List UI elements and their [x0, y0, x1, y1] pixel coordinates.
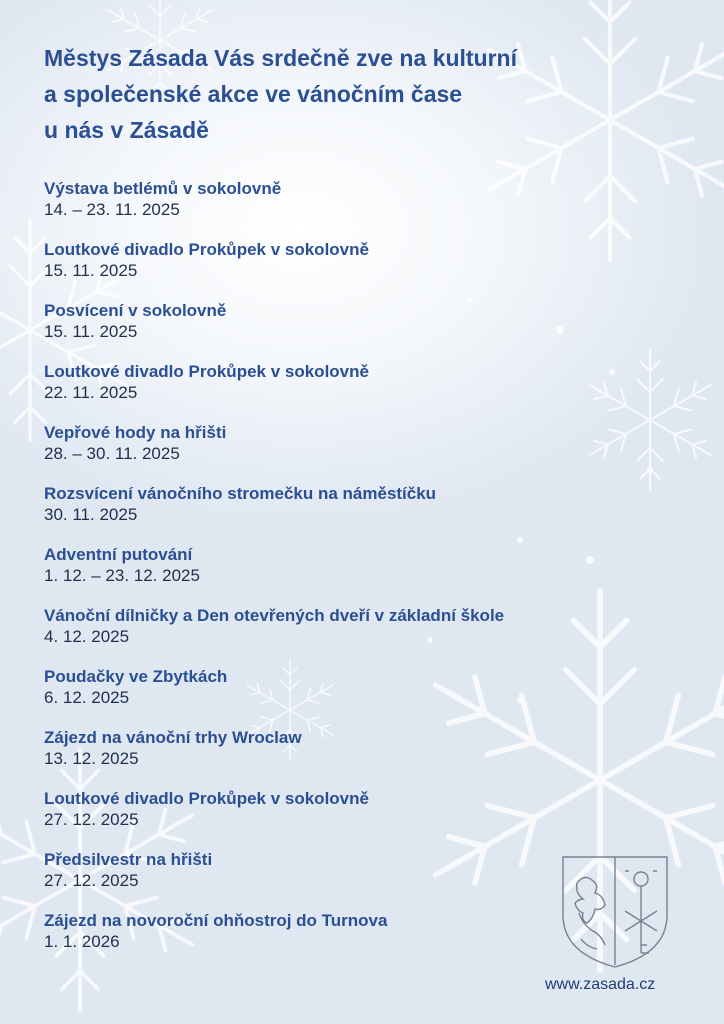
event-title: Výstava betlémů v sokolovně — [44, 179, 282, 198]
event-list — [44, 178, 684, 952]
page-title — [44, 40, 684, 148]
title-line-2: a společenské akce ve vánočním čase — [44, 81, 463, 107]
event-date: 1. 1. 2026 — [44, 932, 120, 951]
event-title: Rozsvícení vánočního stromečku na náměstíčku — [44, 484, 437, 503]
list-item — [44, 178, 684, 220]
event-date: 15. 11. 2025 — [44, 322, 138, 341]
event-title: Loutkové divadlo Prokůpek v sokolovně — [44, 362, 369, 381]
event-date: 15. 11. 2025 — [44, 261, 138, 280]
list-item — [44, 727, 684, 769]
event-title: Posvícení v sokolovně — [44, 301, 227, 320]
list-item — [44, 605, 684, 647]
list-item — [44, 239, 684, 281]
website-link[interactable]: www.zasada.cz — [545, 976, 656, 993]
invitation-content — [44, 40, 684, 971]
event-title: Vepřové hody na hřišti — [44, 423, 227, 442]
event-title: Zájezd na vánoční trhy Wroclaw — [44, 728, 302, 747]
event-title: Zájezd na novoroční ohňostroj do Turnova — [44, 911, 388, 930]
event-title: Poudačky ve Zbytkách — [44, 667, 228, 686]
list-item — [44, 788, 684, 830]
list-item — [44, 422, 684, 464]
event-title: Vánoční dílničky a Den otevřených dveří v základní škole — [44, 606, 505, 625]
list-item — [44, 361, 684, 403]
title-line-3: u nás v Zásadě — [44, 117, 209, 143]
event-date: 4. 12. 2025 — [44, 627, 130, 646]
event-title: Předsilvestr na hřišti — [44, 850, 213, 869]
event-title: Adventní putování — [44, 545, 193, 564]
event-date: 28. – 30. 11. 2025 — [44, 444, 180, 463]
event-date: 1. 12. – 23. 12. 2025 — [44, 566, 200, 585]
coat-of-arms-icon — [559, 853, 671, 971]
event-date: 27. 12. 2025 — [44, 810, 139, 829]
event-date: 22. 11. 2025 — [44, 383, 138, 402]
event-title: Loutkové divadlo Prokůpek v sokolovně — [44, 789, 369, 808]
event-date: 13. 12. 2025 — [44, 749, 139, 768]
list-item — [44, 666, 684, 708]
list-item — [44, 483, 684, 525]
event-date: 6. 12. 2025 — [44, 688, 130, 707]
event-date: 14. – 23. 11. 2025 — [44, 200, 180, 219]
event-date: 27. 12. 2025 — [44, 871, 139, 890]
event-date: 30. 11. 2025 — [44, 505, 138, 524]
title-line-1: Městys Zásada Vás srdečně zve na kulturní — [44, 45, 517, 71]
list-item — [44, 300, 684, 342]
event-title: Loutkové divadlo Prokůpek v sokolovně — [44, 240, 369, 259]
list-item — [44, 544, 684, 586]
